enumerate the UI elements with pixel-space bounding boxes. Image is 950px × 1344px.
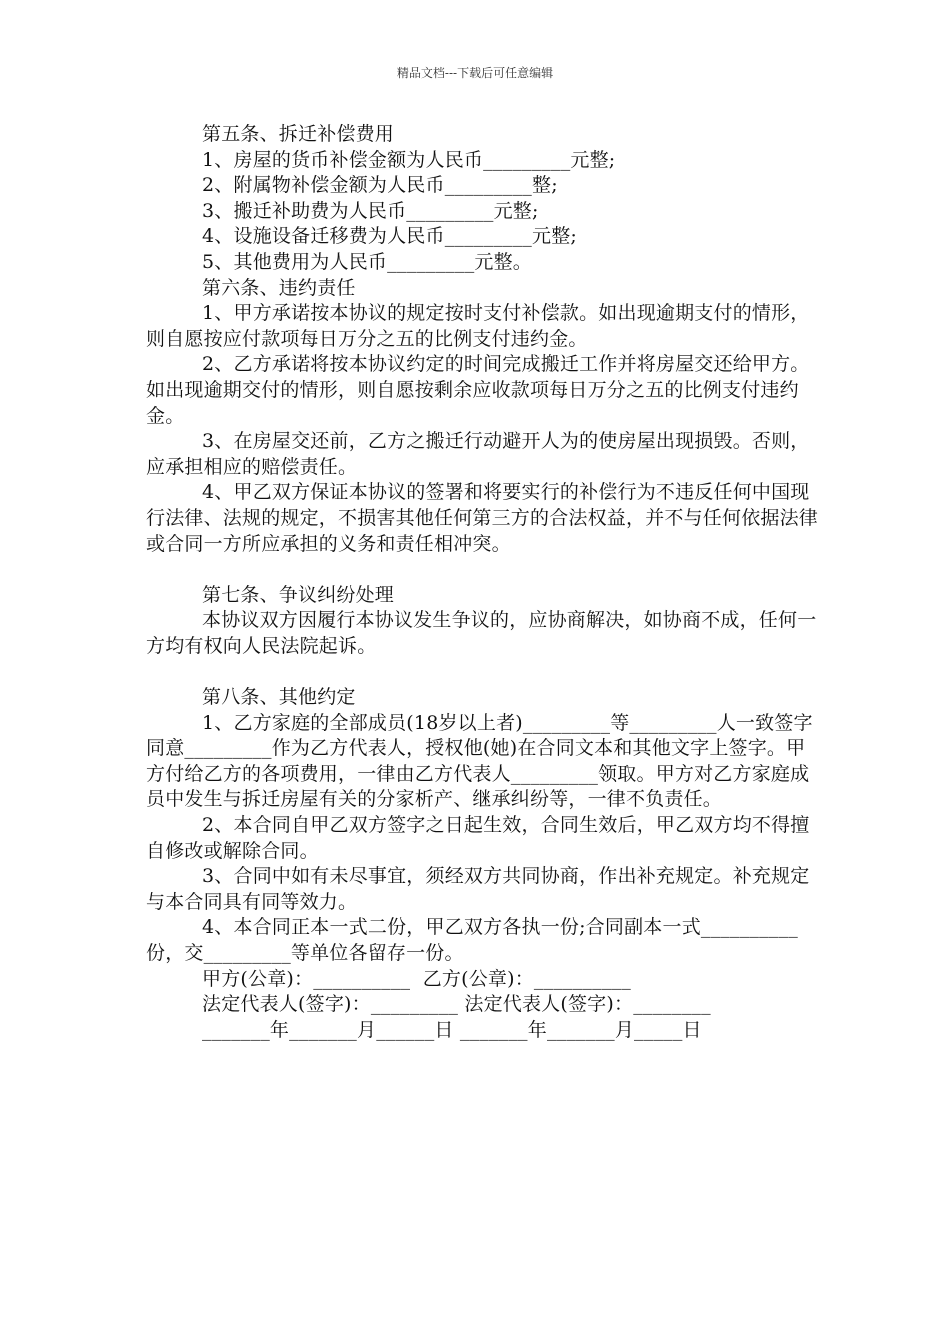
article-6-item-3: 3、在房屋交还前，乙方之搬迁行动避开人为的使房屋出现损毁。否则，应承担相应的赔偿责任。 bbox=[146, 430, 810, 478]
signature-date-line: _______年_______月______日 _______年_______月_____日 bbox=[202, 1018, 702, 1041]
signature-party-line: 甲方(公章)：__________ 乙方(公章)：__________ bbox=[202, 967, 631, 990]
article-8-item-4: 4、本合同正本一式二份，甲乙双方各执一份;合同副本一式__________份，交_________等单位各留存一份。 bbox=[146, 916, 798, 964]
article-6-item-4: 4、甲乙双方保证本协议的签署和将要实行的补偿行为不违反任何中国现行法律、法规的规定，不损害其他任何第三方的合法权益，并不与任何依据法律或合同一方所应承担的义务和责任相冲突。 bbox=[146, 481, 819, 555]
signature-representative-line: 法定代表人(签字)：_________ 法定代表人(签字)：________ bbox=[202, 993, 711, 1016]
article-7-body: 本协议双方因履行本协议发生争议的，应协商解决，如协商不成，任何一方均有权向人民法院起诉。 bbox=[146, 609, 817, 657]
article-8-title: 第八条、其他约定 bbox=[202, 686, 356, 709]
spacer bbox=[146, 557, 818, 583]
spacer bbox=[146, 659, 818, 685]
article-5-item-4: 4、设施设备迁移费为人民币_________元整; bbox=[202, 225, 577, 248]
article-8-item-2: 2、本合同自甲乙双方签字之日起生效，合同生效后，甲乙双方均不得擅自修改或解除合同。 bbox=[146, 814, 810, 862]
article-5-item-3: 3、搬迁补助费为人民币_________元整; bbox=[202, 199, 539, 222]
article-7-title: 第七条、争议纠纷处理 bbox=[202, 583, 395, 606]
article-5-item-2: 2、附属物补偿金额为人民币_________整; bbox=[202, 174, 558, 197]
contract-body bbox=[146, 122, 818, 1043]
article-5-title: 第五条、拆迁补偿费用 bbox=[202, 123, 395, 145]
article-5-item-5: 5、其他费用为人民币_________元整。 bbox=[202, 250, 532, 273]
article-6-title: 第六条、违约责任 bbox=[202, 276, 356, 299]
page-header: 精品文档---下载后可任意编辑 bbox=[396, 66, 554, 80]
article-6-item-2: 2、乙方承诺将按本协议约定的时间完成搬迁工作并将房屋交还给甲方。如出现逾期交付的情形，则自愿按剩余应收款项每日万分之五的比例支付违约金。 bbox=[146, 353, 810, 427]
article-8-item-1: 1、乙方家庭的全部成员(18岁以上者)_________等_________人一致签字同意_________作为乙方代表人，授权他(她)在合同文本和其他文字上签字。甲方付给乙方的各项费用，一律由乙方代表人_________领取。甲方对乙方家庭成员中发生与拆迁房屋有关的分家析产、继承纠纷等，一律不负责任。 bbox=[146, 711, 813, 811]
article-5-item-1: 1、房屋的货币补偿金额为人民币_________元整; bbox=[202, 148, 616, 171]
article-6-item-1: 1、甲方承诺按本协议的规定按时支付补偿款。如出现逾期支付的情形，则自愿按应付款项每日万分之五的比例支付违约金。 bbox=[146, 302, 810, 350]
article-8-item-3: 3、合同中如有未尽事宜，须经双方共同协商，作出补充规定。补充规定与本合同具有同等效力。 bbox=[146, 865, 810, 913]
